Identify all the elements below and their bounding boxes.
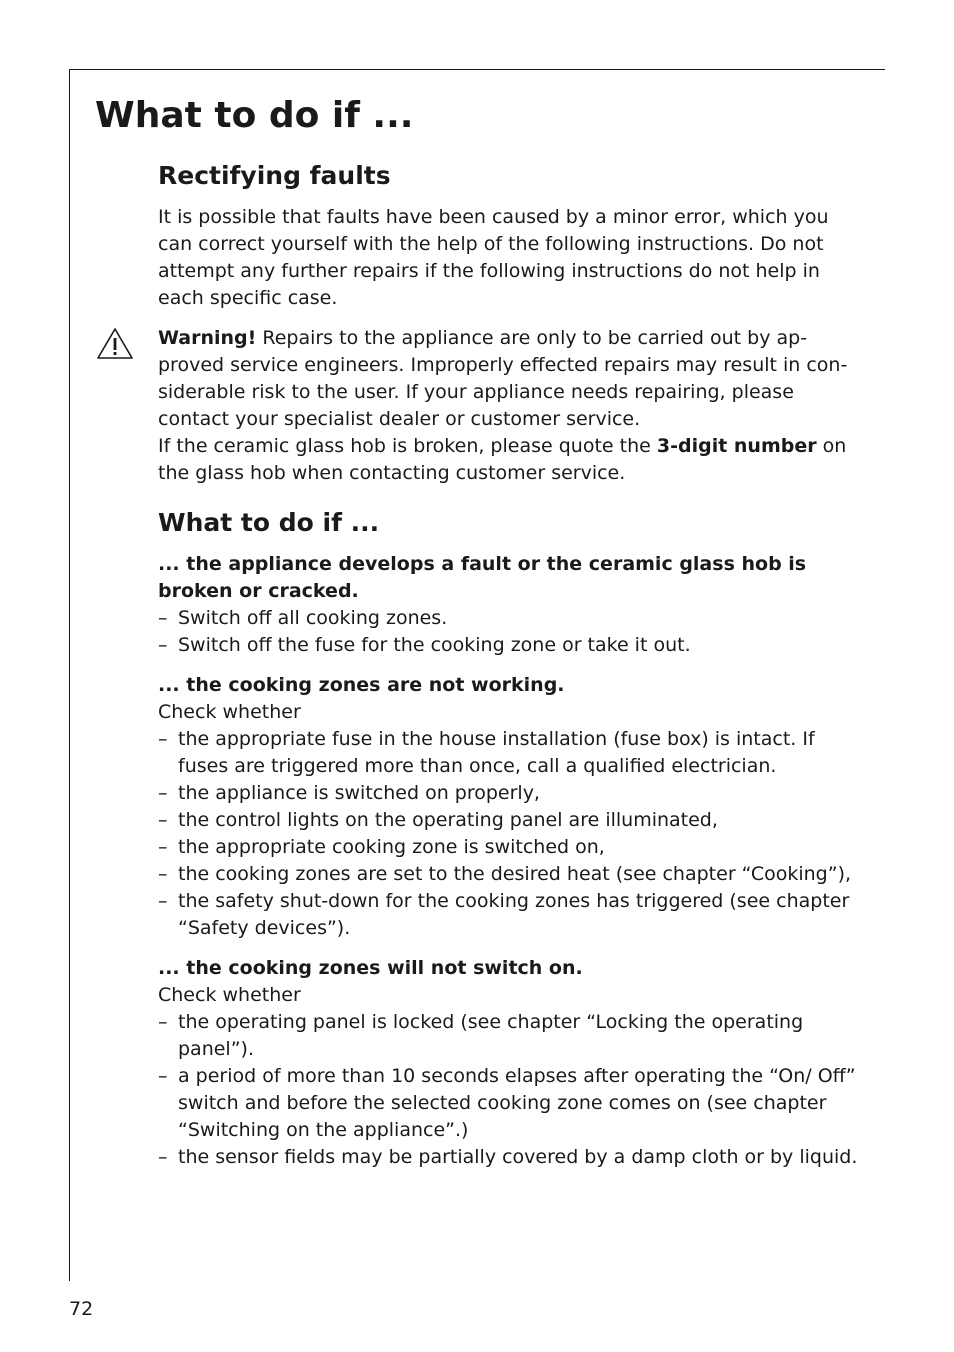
hob-text-after: on the glass hob when contacting customer service. [158,435,847,484]
list-item: – the appropriate cooking zone is switched on, [158,834,858,861]
dash-mark: – [158,782,168,804]
dash-mark: – [158,1146,168,1168]
dash-mark: – [158,1065,168,1087]
warning-text: Repairs to the appliance are only to be carried out by approved service engineers. Improperly effected repairs may result in considerable risk to the user. If your appliance needs repairing, please contact your specialist dealer or customer service. [158,327,848,430]
dash-mark: – [158,836,168,858]
list-item: – the safety shut-down for the cooking zones has triggered (see chapter “Safety devices”). [158,890,850,939]
dash-mark: – [158,728,168,750]
case-list [158,726,858,942]
case-not-working [158,672,858,942]
warning-paragraph [158,325,858,433]
hob-text-before: If the ceramic glass hob is broken, please quote the [158,435,657,457]
list-item: – a period of more than 10 seconds elapses after operating the “On/ Off” switch and before the selected cooking zone comes on (see chapter “Switching on the appliance”.) [158,1065,856,1141]
list-item: – the control lights on the operating panel are illuminated, [158,807,858,834]
list-item: – Switch off the fuse for the cooking zone or take it out. [158,632,858,659]
dash-mark: – [158,863,168,885]
case-title: ... the cooking zones are not working. [158,674,565,696]
warning-block [158,325,858,487]
section-heading-rectifying: Rectifying faults [158,161,391,190]
list-item: – the operating panel is locked (see chapter “Locking the operating panel”). [158,1011,804,1060]
list-item: – the appliance is switched on properly, [158,780,858,807]
top-rule [69,69,885,70]
hob-number-bold: 3-digit number [656,435,817,457]
case-title: ... the cooking zones will not switch on. [158,957,583,979]
page-number: 72 [69,1298,94,1320]
hob-paragraph [158,433,858,487]
case-list [158,605,858,659]
case-list [158,1009,858,1171]
section-heading-what-to-do: What to do if ... [158,508,380,537]
case-intro: Check whether [158,701,301,723]
dash-mark: – [158,607,168,629]
case-intro: Check whether [158,984,301,1006]
case-will-not-switch-on [158,955,858,1171]
left-rule [69,69,70,1281]
list-item: – the appropriate fuse in the house installation (fuse box) is intact. If fuses are triggered more than once, call a qualified electrician. [158,728,815,777]
rectifying-intro: It is possible that faults have been caused by a minor error, which you can correct yourself with the help of the following instructions. Do not attempt any further repairs if the following instructions do not help in each specific case. [158,206,829,309]
list-item: – the cooking zones are set to the desired heat (see chapter “Cooking”), [158,861,858,888]
dash-mark: – [158,890,168,912]
warning-triangle-icon [96,327,134,360]
page-content [158,158,858,1171]
list-item: – the sensor fields may be partially covered by a damp cloth or by liquid. [158,1144,858,1171]
case-fault-broken [158,551,858,659]
warning-label: Warning! [158,327,257,349]
page-title: What to do if ... [95,95,414,136]
dash-mark: – [158,1011,168,1033]
case-title: ... the appliance develops a fault or the ceramic glass hob is broken or cracked. [158,553,807,602]
dash-mark: – [158,809,168,831]
list-item: – Switch off all cooking zones. [158,605,858,632]
dash-mark: – [158,634,168,656]
